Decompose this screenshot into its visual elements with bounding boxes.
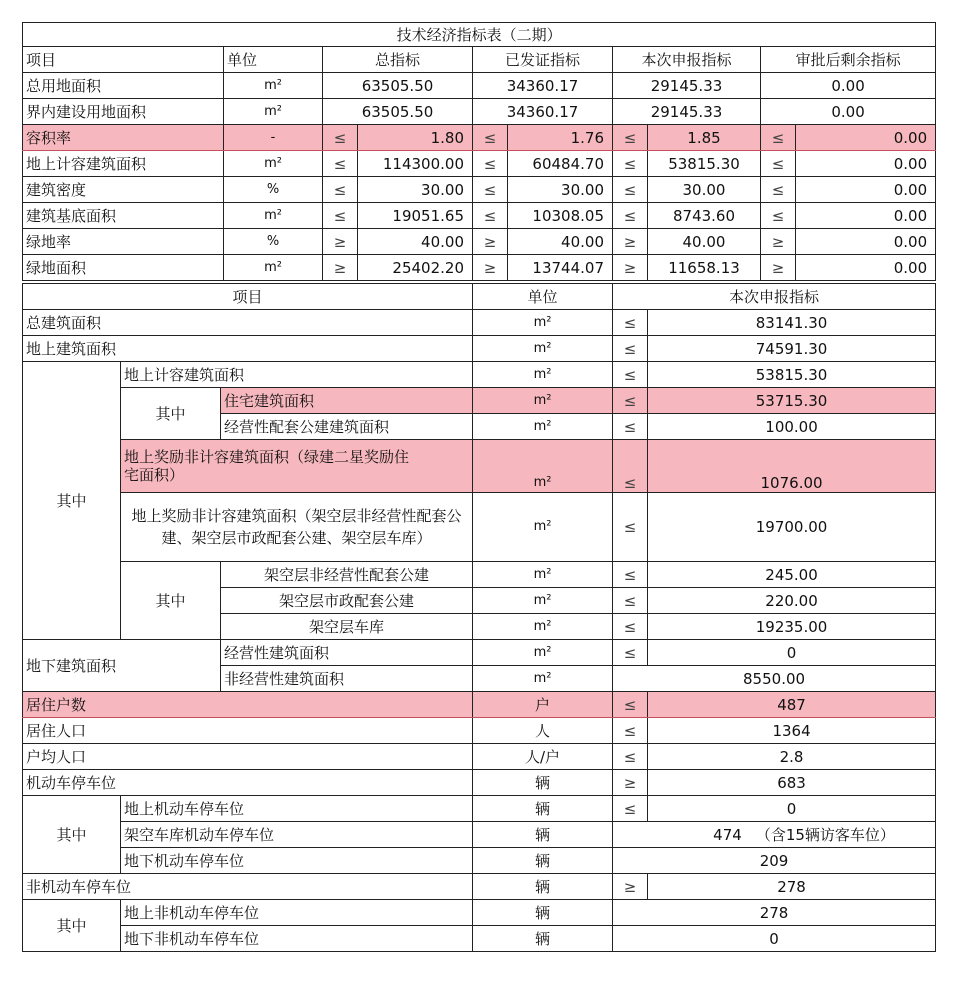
unit: m² [224,255,323,281]
value-current: 30.00 [648,177,761,203]
row-label: 机动车停车位 [23,770,473,796]
operator: ≤ [761,203,796,229]
operator: ≤ [613,336,648,362]
row-label: 地上建筑面积 [23,336,473,362]
operator: ≤ [613,640,648,666]
table-row [23,822,936,848]
value-current: 1.85 [648,125,761,151]
operator: ≤ [613,796,648,822]
header-unit: 单位 [224,47,323,73]
operator: ≤ [613,151,648,177]
indicator-table-top [22,22,936,281]
value-current: 29145.33 [613,73,761,99]
value-current: 53815.30 [648,151,761,177]
value: 74591.30 [648,336,936,362]
table-row [23,151,936,177]
table-row [23,926,936,952]
unit: m² [224,99,323,125]
group-label: 其中 [121,388,221,440]
value-remaining: 0.00 [796,177,936,203]
operator: ≤ [761,125,796,151]
value: 487 [648,692,936,718]
unit: 人/户 [473,744,613,770]
operator: ≤ [613,125,648,151]
unit: m² [473,640,613,666]
unit: m² [473,388,613,414]
value: 0 [648,640,936,666]
value-number: 474 [713,825,742,844]
value: 53715.30 [648,388,936,414]
operator: ≤ [473,203,508,229]
unit: - [224,125,323,151]
header-total: 总指标 [323,47,473,73]
table-row [23,73,936,99]
row-label: 地上非机动车停车位 [121,900,473,926]
value [613,822,936,848]
group-label: 其中 [121,562,221,640]
value: 2.8 [648,744,936,770]
operator: ≤ [761,151,796,177]
value: 53815.30 [648,362,936,388]
value: 278 [613,900,936,926]
value-issued: 34360.17 [473,73,613,99]
row-label: 架空车库机动车停车位 [121,822,473,848]
value: 100.00 [648,414,936,440]
table-row [23,125,936,151]
operator: ≤ [613,588,648,614]
row-label: 地上奖励非计容建筑面积（绿建二星奖励住宅面积） [121,440,473,493]
unit: m² [473,562,613,588]
value-remaining: 0.00 [761,73,936,99]
unit: m² [473,614,613,640]
value: 245.00 [648,562,936,588]
value-total: 114300.00 [358,151,473,177]
header-current: 本次申报指标 [613,47,761,73]
value-total: 63505.50 [323,99,473,125]
row-label: 地上机动车停车位 [121,796,473,822]
table-row [23,744,936,770]
row-label: 住宅建筑面积 [221,388,473,414]
table-row [23,493,936,562]
unit: m² [473,666,613,692]
operator: ≥ [761,229,796,255]
table-row [23,177,936,203]
value-current: 29145.33 [613,99,761,125]
operator: ≥ [761,255,796,281]
row-label: 绿地率 [23,229,224,255]
value: 0 [648,796,936,822]
unit: 辆 [473,770,613,796]
row-label: 架空层非经营性配套公建 [221,562,473,588]
header-issued: 已发证指标 [473,47,613,73]
row-label: 架空层车库 [221,614,473,640]
unit: 辆 [473,900,613,926]
row-label: 居住人口 [23,718,473,744]
operator: ≤ [613,614,648,640]
operator: ≤ [473,125,508,151]
unit: 人 [473,718,613,744]
value: 1076.00 [648,440,936,493]
unit: 辆 [473,796,613,822]
value: 278 [648,874,936,900]
header-unit: 单位 [473,284,613,310]
unit: 辆 [473,822,613,848]
table-row [23,848,936,874]
row-label: 地下机动车停车位 [121,848,473,874]
unit: % [224,177,323,203]
value: 19235.00 [648,614,936,640]
header-current: 本次申报指标 [613,284,936,310]
table-row [23,229,936,255]
value-current: 40.00 [648,229,761,255]
row-label: 总用地面积 [23,73,224,99]
value-issued: 13744.07 [508,255,613,281]
value: 1364 [648,718,936,744]
value-total: 25402.20 [358,255,473,281]
value: 0 [613,926,936,952]
value: 209 [613,848,936,874]
unit: m² [473,362,613,388]
value-issued: 40.00 [508,229,613,255]
operator: ≥ [323,255,358,281]
operator: ≤ [613,744,648,770]
operator: ≤ [323,203,358,229]
table-row [23,640,936,666]
unit: m² [224,203,323,229]
operator: ≤ [761,177,796,203]
unit: m² [224,151,323,177]
value: 683 [648,770,936,796]
operator: ≤ [613,562,648,588]
unit: % [224,229,323,255]
operator: ≤ [613,440,648,493]
indicator-table-bottom [22,283,936,952]
operator: ≥ [613,229,648,255]
header-remaining: 审批后剩余指标 [761,47,936,73]
operator: ≤ [613,718,648,744]
table-row [23,336,936,362]
operator: ≥ [613,255,648,281]
unit: m² [473,440,613,493]
table-row [23,562,936,588]
row-label: 总建筑面积 [23,310,473,336]
table-row [23,900,936,926]
row-label: 架空层市政配套公建 [221,588,473,614]
unit: 辆 [473,848,613,874]
unit: m² [473,310,613,336]
row-label: 地下非机动车停车位 [121,926,473,952]
row-label: 建筑密度 [23,177,224,203]
value-issued: 30.00 [508,177,613,203]
table-row [23,310,936,336]
operator: ≤ [473,151,508,177]
value: 83141.30 [648,310,936,336]
row-label: 地上计容建筑面积 [121,362,473,388]
group-label: 地下建筑面积 [23,640,221,692]
table-row [23,692,936,718]
table-row [23,362,936,388]
header-item: 项目 [23,47,224,73]
table-title: 技术经济指标表（二期） [23,23,936,47]
operator: ≤ [613,177,648,203]
value-issued: 34360.17 [473,99,613,125]
row-label: 绿地面积 [23,255,224,281]
operator: ≥ [613,874,648,900]
value-remaining: 0.00 [761,99,936,125]
row-label: 户均人口 [23,744,473,770]
row-label: 非经营性建筑面积 [221,666,473,692]
row-label: 非机动车停车位 [23,874,473,900]
operator: ≤ [473,177,508,203]
group-label: 其中 [23,900,121,952]
value-total: 40.00 [358,229,473,255]
value: 19700.00 [648,493,936,562]
value-remaining: 0.00 [796,255,936,281]
value-issued: 60484.70 [508,151,613,177]
operator: ≤ [613,692,648,718]
operator: ≤ [613,362,648,388]
unit: m² [473,588,613,614]
operator: ≥ [473,229,508,255]
header-item: 项目 [23,284,473,310]
value-remaining: 0.00 [796,151,936,177]
table-row [23,99,936,125]
value-remaining: 0.00 [796,229,936,255]
value: 220.00 [648,588,936,614]
table-row [23,718,936,744]
unit: m² [473,336,613,362]
value-total: 1.80 [358,125,473,151]
row-label: 界内建设用地面积 [23,99,224,125]
operator: ≤ [613,203,648,229]
operator: ≥ [613,770,648,796]
row-label: 居住户数 [23,692,473,718]
group-label: 其中 [23,796,121,874]
value-remaining: 0.00 [796,203,936,229]
row-label: 建筑基底面积 [23,203,224,229]
table-row [23,203,936,229]
group-label: 其中 [23,362,121,640]
value-total: 63505.50 [323,73,473,99]
row-label: 经营性建筑面积 [221,640,473,666]
operator: ≤ [613,388,648,414]
row-label: 地上计容建筑面积 [23,151,224,177]
table-row [23,874,936,900]
table-row [23,440,936,493]
unit: m² [473,414,613,440]
value-issued: 1.76 [508,125,613,151]
value-issued: 10308.05 [508,203,613,229]
operator: ≥ [473,255,508,281]
value: 8550.00 [613,666,936,692]
value-current: 8743.60 [648,203,761,229]
operator: ≤ [613,493,648,562]
table-row [23,796,936,822]
value-total: 30.00 [358,177,473,203]
table-row [23,255,936,281]
row-label: 经营性配套公建建筑面积 [221,414,473,440]
unit: m² [473,493,613,562]
row-label: 容积率 [23,125,224,151]
unit: 户 [473,692,613,718]
row-label: 地上奖励非计容建筑面积（架空层非经营性配套公建、架空层市政配套公建、架空层车库） [121,493,473,562]
operator: ≤ [323,151,358,177]
operator: ≤ [323,177,358,203]
value-remaining: 0.00 [796,125,936,151]
operator: ≤ [613,310,648,336]
value-note: （含15辆访客车位） [755,825,895,844]
unit: 辆 [473,926,613,952]
unit: m² [224,73,323,99]
value-current: 11658.13 [648,255,761,281]
unit: 辆 [473,874,613,900]
operator: ≥ [323,229,358,255]
table-row [23,770,936,796]
operator: ≤ [323,125,358,151]
operator: ≤ [613,414,648,440]
table-row [23,388,936,414]
value-total: 19051.65 [358,203,473,229]
